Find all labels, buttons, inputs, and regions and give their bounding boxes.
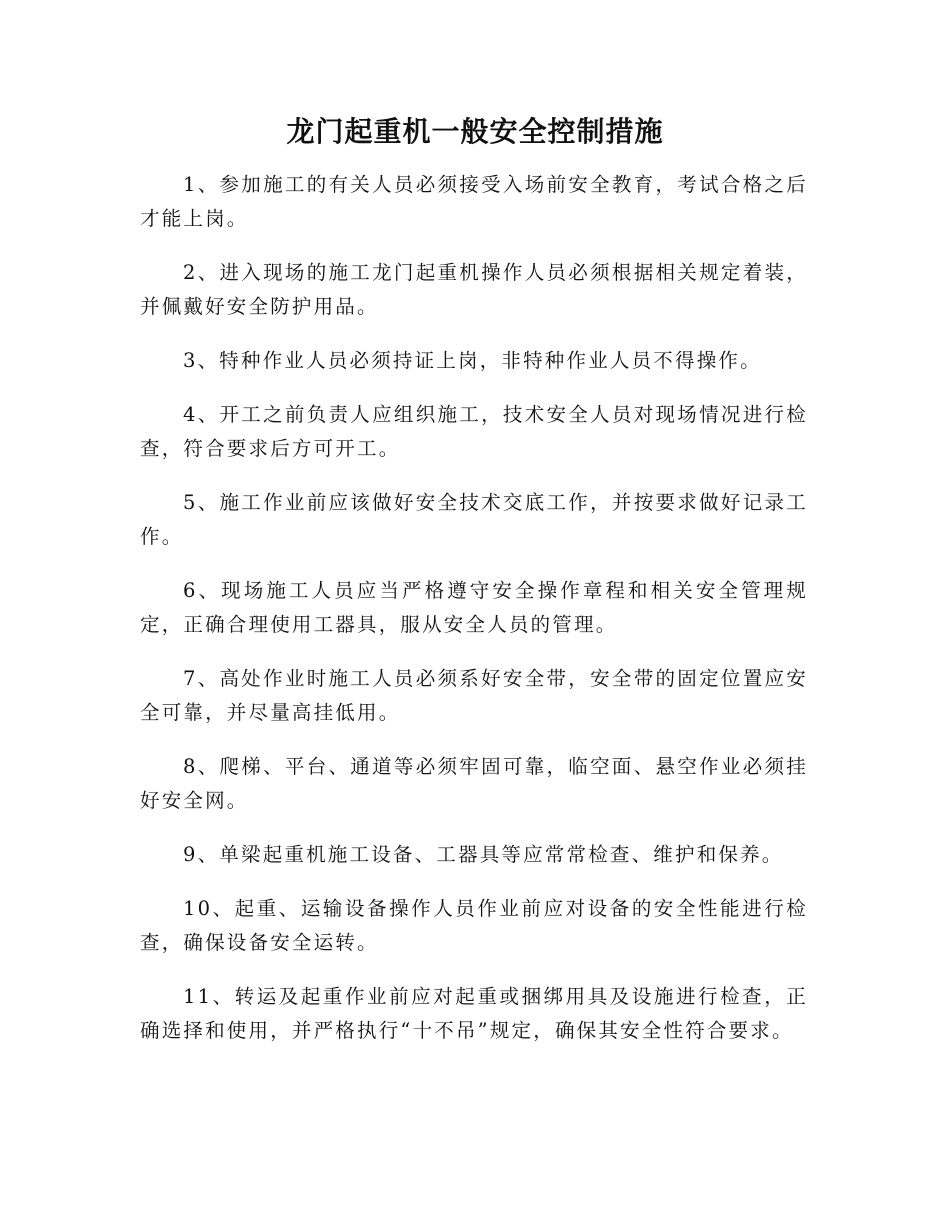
measure-paragraph-2: 2、进入现场的施工龙门起重机操作人员必须根据相关规定着装，并佩戴好安全防护用品。 — [140, 261, 808, 318]
measure-paragraph-5: 5、施工作业前应该做好安全技术交底工作，并按要求做好记录工作。 — [140, 491, 808, 548]
measure-paragraph-7: 7、高处作业时施工人员必须系好安全带，安全带的固定位置应安全可靠，并尽量高挂低用。 — [140, 667, 808, 724]
measure-paragraph-1: 1、参加施工的有关人员必须接受入场前安全教育，考试合格之后才能上岗。 — [140, 173, 808, 230]
document-title: 龙门起重机一般安全控制措施 — [286, 115, 664, 148]
measure-paragraph-4: 4、开工之前负责人应组织施工，技术安全人员对现场情况进行检查，符合要求后方可开工。 — [140, 403, 808, 460]
measures-list — [140, 168, 808, 1068]
measure-paragraph-9: 9、单梁起重机施工设备、工器具等应常常检查、维护和保养。 — [183, 843, 784, 866]
measure-paragraph-11: 11、转运及起重作业前应对起重或捆绑用具及设施进行检查，正确选择和使用，并严格执行“十不吊”规定，确保其安全性符合要求。 — [140, 985, 808, 1042]
measure-paragraph-3: 3、特种作业人员必须持证上岗，非特种作业人员不得操作。 — [183, 349, 762, 372]
measure-paragraph-8: 8、爬梯、平台、通道等必须牢固可靠，临空面、悬空作业必须挂好安全网。 — [140, 755, 808, 812]
measure-paragraph-10: 10、起重、运输设备操作人员作业前应对设备的安全性能进行检查，确保设备安全运转。 — [140, 897, 808, 954]
measure-paragraph-6: 6、现场施工人员应当严格遵守安全操作章程和相关安全管理规定，正确合理使用工器具，服从安全人员的管理。 — [140, 579, 808, 636]
